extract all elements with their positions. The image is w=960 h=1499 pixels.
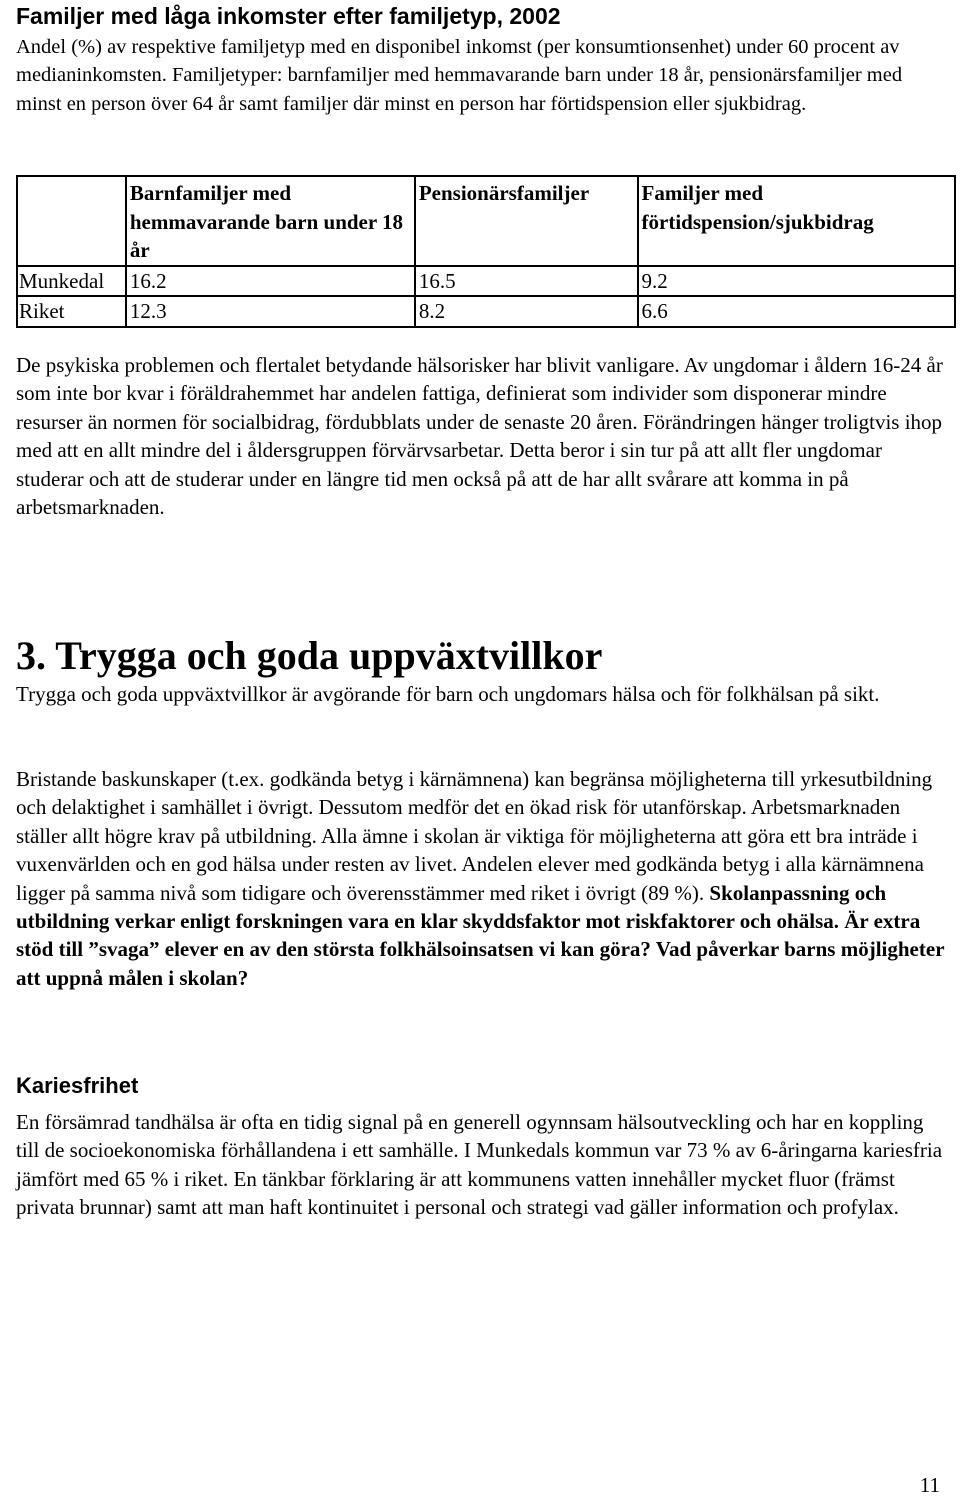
table-intro-text: Andel (%) av respektive familjetyp med en disponibel inkomst (per konsumtionsenhet) under 60 procent av medianinkomsten. Familjetyper: barnfamiljer med hemmavarande barn under 18 år, pensionärsfamiljer med minst en person över 64 år samt familjer där minst en person har förtidspension eller sjukbidrag. (16, 36, 903, 115)
section-title: 3. Trygga och goda uppväxtvillkor (16, 633, 603, 678)
table-cell: 6.6 (638, 296, 955, 327)
paragraph-kariesfrihet: En försämrad tandhälsa är ofta en tidig signal på en generell ogynnsam hälsoutveckling och har en koppling till de socioekonomiska förhållandena i ett samhälle. I Munkedals kommun var 73 % av 6-åringarna kariesfria jämfört med 65 % i riket. En tänkbar förklaring är att kommunens vatten innehåller mycket fluor (främst privata brunnar) samt att man haft kontinuitet i personal och strategi vad gäller information och profylax. (16, 1110, 943, 1220)
paragraph-education (16, 765, 946, 992)
table-heading: Familjer med låga inkomster efter familjetyp, 2002 (16, 3, 561, 29)
paragraph-youth-poverty: De psykiska problemen och flertalet betydande hälsorisker har blivit vanligare. Av ungdomar i åldern 16-24 år som inte bor kvar i föräldrahemmet har andelen fattiga, definierat som individer som disponerar mindre resurser än normen för socialbidrag, fördubblats under de senaste 20 åren. Förändringen hänger troligtvis ihop med att en allt mindre del i åldersgruppen förvärvsarbetar. Detta beror i sin tur på att allt fler ungdomar studerar och att de studerar under en längre tid men också på att de har allt svårare att komma in på arbetsmarknaden. (16, 353, 943, 520)
paragraph-education-text: Bristande baskunskaper (t.ex. godkända betyg i kärnämnena) kan begränsa möjligheterna till yrkesutbildning och delaktighet i samhället i övrigt. Dessutom medför det en ökad risk för utanförskap. Arbetsmarknaden ställer allt högre krav på utbildning. Alla ämne i skolan är viktiga för möjligheterna att göra ett bra inträde i vuxenvärlden och en god hälsa under resten av livet. Andelen elever med godkända betyg i alla kärnämnena ligger på samma nivå som tidigare och överensstämmer med riket i övrigt (89 %). (16, 767, 933, 905)
table-cell: 8.2 (415, 296, 638, 327)
table-row-label: Riket (17, 296, 126, 327)
page-number: 11 (919, 1473, 940, 1497)
subsection-title: Kariesfrihet (16, 1073, 139, 1098)
table-header-cell: Familjer med förtidspension/sjukbidrag (638, 176, 955, 266)
table-row (17, 266, 955, 297)
low-income-table (16, 175, 956, 328)
table-cell: 9.2 (638, 266, 955, 297)
paragraph-education-emphasis: Skolanpassning och utbildning verkar enligt forskningen vara en klar skyddsfaktor mot riskfaktorer och ohälsa. Är extra stöd till ”svaga” elever en av den största folkhälsoinsatsen vi kan göra? Vad påverkar barns möjligheter att uppnå målen i skolan? (16, 880, 945, 990)
table-cell: 16.5 (415, 266, 638, 297)
table-header-cell: Barnfamiljer med hemmavarande barn under 18 år (126, 176, 415, 266)
table-row-label: Munkedal (17, 266, 126, 297)
table-header-row (17, 176, 955, 266)
section-intro: Trygga och goda uppväxtvillkor är avgörande för barn och ungdomars hälsa och för folkhälsan på sikt. (16, 682, 880, 706)
table-cell: 16.2 (126, 266, 415, 297)
table-header-cell: Pensionärsfamiljer (415, 176, 638, 266)
table-row (17, 296, 955, 327)
table-cell: 12.3 (126, 296, 415, 327)
table-header-cell (17, 176, 126, 266)
